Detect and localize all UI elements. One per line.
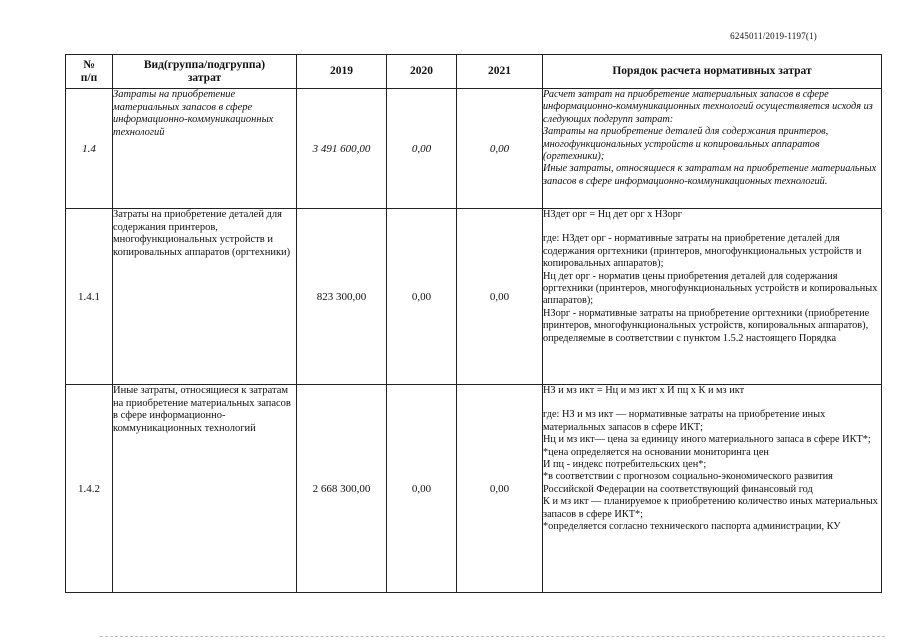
row-cost-name: Затраты на приобретение материальных запасов в сфере информационно-коммуникационных технологий (113, 89, 297, 209)
row-num: 1.4 (66, 89, 113, 209)
header-calculation-method: Порядок расчета нормативных затрат (543, 55, 882, 89)
header-2020: 2020 (387, 55, 457, 89)
row-num: 1.4.1 (66, 209, 113, 385)
row-cost-name: Иные затраты, относящиеся к затратам на приобретение материальных запасов в сфере информационно-коммуникационных технологий (113, 385, 297, 593)
table-row (66, 89, 882, 209)
table-row (66, 209, 882, 385)
row-value-2020: 0,00 (387, 89, 457, 209)
row-value-2019: 3 491 600,00 (297, 89, 387, 209)
row-calculation-method: НЗ и мз икт = Нц и мз икт х И пц х К и мз икт где: НЗ и мз икт — нормативные затраты на приобретение иных материальных запасов в сфере ИКТ; Нц и мз икт— цена за единицу иного материального запаса в сфере ИКТ*; *цена определяется на основании мониторинга цен И пц - индекс потребительских цен*; *в соответствии с прогнозом социально-экономического развития Российской Федерации на соответствующий финансовый год К и мз икт — планируемое к приобретению количество иных материальных запасов в сфере ИКТ*; *определяется согласно технического паспорта администрации, КУ (543, 385, 882, 593)
row-calculation-method: НЗдет орг = Нц дет орг х НЗорг где: НЗдет орг - нормативные затраты на приобретение деталей для содержания оргтехники (принтеров, многофункциональных устройств и копировальных аппаратов); Нц дет орг - норматив цены приобретения деталей для содержания оргтехники (принтеров, многофункциональных устройств и копировальных аппаратов); НЗорг - нормативные затраты на приобретение оргтехники (приобретение принтеров, многофункциональных устройств, копировальных аппаратов), определяемые в соответствии с пунктом 1.5.2 настоящего Порядка (543, 209, 882, 385)
row-value-2019: 2 668 300,00 (297, 385, 387, 593)
row-cost-name: Затраты на приобретение деталей для содержания принтеров, многофункциональных устройств и копировальных аппаратов (оргтехники) (113, 209, 297, 385)
document-id: 6245011/2019-1197(1) (730, 31, 817, 41)
row-value-2021: 0,00 (457, 385, 543, 593)
table-header-row (66, 55, 882, 89)
row-value-2020: 0,00 (387, 385, 457, 593)
header-2019: 2019 (297, 55, 387, 89)
header-cost-type: Вид(группа/подгруппа) затрат (113, 55, 297, 89)
row-value-2019: 823 300,00 (297, 209, 387, 385)
cost-table (65, 54, 882, 593)
row-calculation-method: Расчет затрат на приобретение материальных запасов в сфере информационно-коммуникационных технологий осуществляется исходя из следующих подгрупп затрат: Затраты на приобретение деталей для содержания принтеров, многофункциональных устройств и копировальных аппаратов (оргтехники); Иные затраты, относящиеся к затратам на приобретение материальных запасов в сфере информационно-коммуникационных технологий. (543, 89, 882, 209)
header-2021: 2021 (457, 55, 543, 89)
header-num: № п/п (66, 55, 113, 89)
table-row (66, 385, 882, 593)
row-value-2021: 0,00 (457, 89, 543, 209)
row-num: 1.4.2 (66, 385, 113, 593)
row-value-2020: 0,00 (387, 209, 457, 385)
row-value-2021: 0,00 (457, 209, 543, 385)
scan-edge-artifact (100, 636, 885, 638)
